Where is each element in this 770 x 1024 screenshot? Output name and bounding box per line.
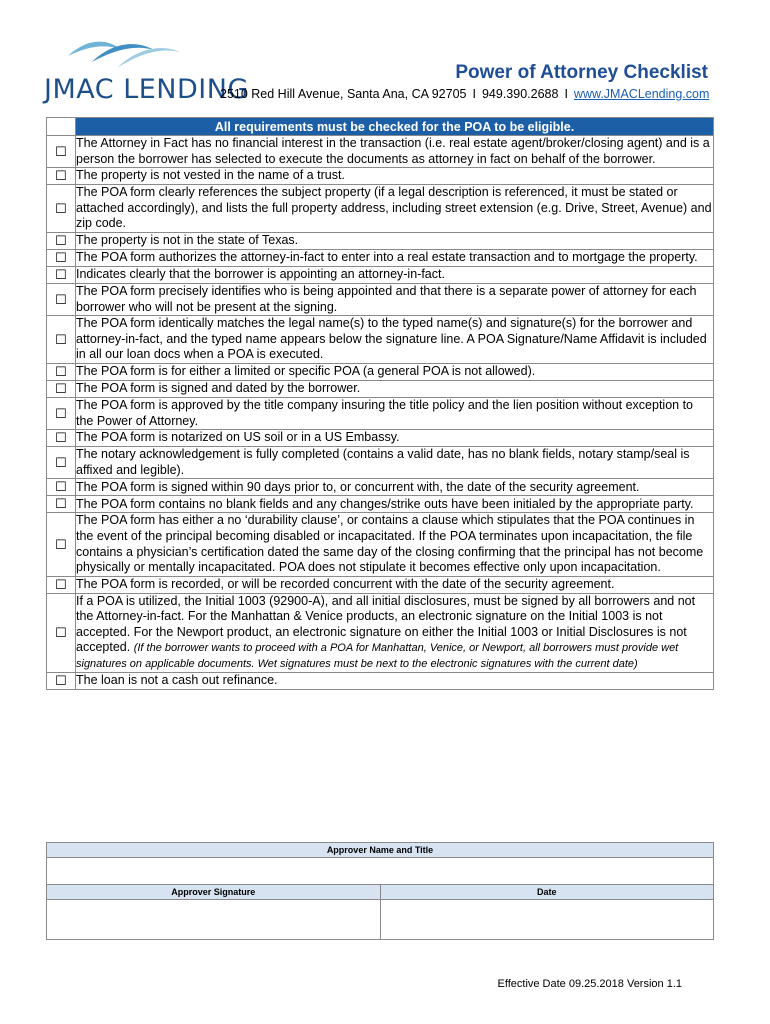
checkbox[interactable]: ☐	[47, 576, 76, 593]
checklist-heading: All requirements must be checked for the POA to be eligible.	[76, 118, 714, 136]
effective-date-version: Effective Date 09.25.2018 Version 1.1	[497, 978, 682, 990]
checklist-row	[47, 283, 714, 315]
requirement-label: The POA form has either a no ‘durability clause’, or contains a clause which stipulates that the POA continues in the event of the principal becoming disabled or incapacitated. If the POA terminates upon incapacitation, the file contains a physician’s certification dated the same day of the closing confirming that the principal has not become physically or mentally incapacitated. POA does not stipulate it becomes effective only upon incapacitation.	[76, 513, 704, 575]
company-website-link[interactable]: www.JMACLending.com	[573, 87, 710, 101]
requirement-text	[76, 136, 714, 168]
checklist-row	[47, 672, 714, 689]
checklist-row	[47, 397, 714, 429]
checklist-row	[47, 380, 714, 397]
requirement-text	[76, 316, 714, 364]
checkbox[interactable]: ☐	[47, 249, 76, 266]
checklist-row	[47, 363, 714, 380]
checklist-row	[47, 266, 714, 283]
checklist-row	[47, 496, 714, 513]
requirement-text	[76, 380, 714, 397]
checkbox[interactable]: ☐	[47, 479, 76, 496]
checkbox[interactable]: ☐	[47, 168, 76, 185]
checklist-row	[47, 479, 714, 496]
checklist-row	[47, 576, 714, 593]
checklist-row	[47, 249, 714, 266]
requirement-text	[76, 593, 714, 672]
requirement-text	[76, 397, 714, 429]
requirement-label: The POA form identically matches the legal name(s) to the typed name(s) and signature(s) for the borrower and attorney-in-fact, and the typed name appears below the signature line. A POA Signature/Name Affidavit is included in all our loan docs when a POA is executed.	[76, 316, 707, 362]
requirement-label: The property is not in the state of Texas.	[76, 233, 299, 248]
requirement-label: The Attorney in Fact has no financial interest in the transaction (i.e. real estate agent/broker/closing agent) and is a person the borrower has selected to execute the documents as attorney in fact on behalf of the borrower.	[76, 136, 710, 166]
checklist-row	[47, 593, 714, 672]
approver-name-field[interactable]	[47, 858, 714, 885]
checklist-row	[47, 168, 714, 185]
logo-waves-icon	[62, 36, 182, 70]
separator: I	[564, 87, 568, 101]
requirement-label: The POA form clearly references the subject property (if a legal description is referenced, it must be stated or attached accordingly), and lists the full property address, including street extension (e.g. Drive, Street, Avenue) and zip code.	[76, 185, 712, 231]
requirement-label: The POA form is signed and dated by the borrower.	[76, 381, 361, 396]
separator: I	[472, 87, 476, 101]
company-phone: 949.390.2688	[481, 87, 559, 101]
checkbox[interactable]: ☐	[47, 496, 76, 513]
checkbox[interactable]: ☐	[47, 266, 76, 283]
requirement-text	[76, 430, 714, 447]
checkbox[interactable]: ☐	[47, 363, 76, 380]
heading-spacer	[47, 118, 76, 136]
approval-table	[46, 842, 714, 940]
approver-signature-label: Approver Signature	[47, 885, 381, 900]
requirement-label: The POA form is approved by the title company insuring the title policy and the lien position without exception to the Power of Attorney.	[76, 397, 694, 428]
requirement-text	[76, 496, 714, 513]
checklist-row	[47, 316, 714, 364]
checkbox[interactable]: ☐	[47, 185, 76, 233]
checklist-row	[47, 185, 714, 233]
requirement-note: (If the borrower wants to proceed with a POA for Manhattan, Venice, or Newport, all borrowers must provide wet signatures on applicable documents. Wet signatures must be next to the electronic signatures with the current date)	[76, 642, 679, 671]
page-title: Power of Attorney Checklist	[455, 62, 708, 83]
date-label: Date	[380, 885, 714, 900]
checklist-row	[47, 447, 714, 479]
requirement-text	[76, 283, 714, 315]
checkbox[interactable]: ☐	[47, 380, 76, 397]
requirement-text	[76, 479, 714, 496]
requirement-text	[76, 447, 714, 479]
requirement-label: The loan is not a cash out refinance.	[76, 672, 278, 687]
requirement-text	[76, 576, 714, 593]
checklist-row	[47, 513, 714, 576]
page-header	[0, 0, 770, 112]
approver-signature-field[interactable]	[47, 900, 381, 940]
checkbox[interactable]: ☐	[47, 447, 76, 479]
requirement-label: The POA form is recorded, or will be recorded concurrent with the date of the security agreement.	[76, 576, 615, 591]
checkbox[interactable]: ☐	[47, 316, 76, 364]
checklist-row	[47, 232, 714, 249]
approver-name-label: Approver Name and Title	[47, 843, 714, 858]
requirement-label: The property is not vested in the name of a trust.	[76, 168, 345, 183]
date-field[interactable]	[380, 900, 714, 940]
company-address: 2510 Red Hill Avenue, Santa Ana, CA 92705	[220, 87, 467, 101]
requirement-label: The POA form is notarized on US soil or in a US Embassy.	[76, 430, 400, 445]
company-logo-text: JMAC LENDING	[44, 74, 249, 105]
requirement-label: The POA form is signed within 90 days prior to, or concurrent with, the date of the security agreement.	[76, 479, 640, 494]
requirement-label: The POA form authorizes the attorney-in-fact to enter into a real estate transaction and to mortgage the property.	[76, 250, 698, 265]
checkbox[interactable]: ☐	[47, 397, 76, 429]
checkbox[interactable]: ☐	[47, 430, 76, 447]
checklist-row	[47, 430, 714, 447]
requirement-text	[76, 185, 714, 233]
requirement-text	[76, 672, 714, 689]
checkbox[interactable]: ☐	[47, 672, 76, 689]
checkbox[interactable]: ☐	[47, 513, 76, 576]
requirement-label: If a POA is utilized, the Initial 1003 (92900-A), and all initial disclosures, must be signed by all borrowers and not the Attorney-in-fact. For the Manhattan & Venice products, an electronic signature on the Initial 1003 is not accepted. For the Newport product, an electronic signature on either the Initial 1003 or Initial Disclosures is not accepted.	[76, 593, 696, 655]
checkbox[interactable]: ☐	[47, 283, 76, 315]
requirement-label: The POA form is for either a limited or specific POA (a general POA is not allowed).	[76, 364, 536, 379]
checklist-row	[47, 136, 714, 168]
requirement-label: The POA form precisely identifies who is being appointed and that there is a separate power of attorney for each borrower who will not be present at the signing.	[76, 283, 697, 314]
company-contact-line	[220, 87, 709, 101]
poa-checklist-table	[46, 117, 714, 690]
requirement-text	[76, 249, 714, 266]
requirement-label: The notary acknowledgement is fully completed (contains a valid date, has no blank fields, notary stamp/seal is affixed and legible).	[76, 447, 690, 477]
checkbox[interactable]: ☐	[47, 232, 76, 249]
requirement-text	[76, 168, 714, 185]
checklist-heading-row	[47, 118, 714, 136]
requirement-label: The POA form contains no blank fields and any changes/strike outs have been initialed by the appropriate party.	[76, 496, 694, 511]
requirement-text	[76, 363, 714, 380]
checkbox[interactable]: ☐	[47, 136, 76, 168]
requirement-text	[76, 232, 714, 249]
requirement-label: Indicates clearly that the borrower is appointing an attorney-in-fact.	[76, 267, 445, 282]
requirement-text	[76, 266, 714, 283]
checkbox[interactable]: ☐	[47, 593, 76, 672]
requirement-text	[76, 513, 714, 576]
